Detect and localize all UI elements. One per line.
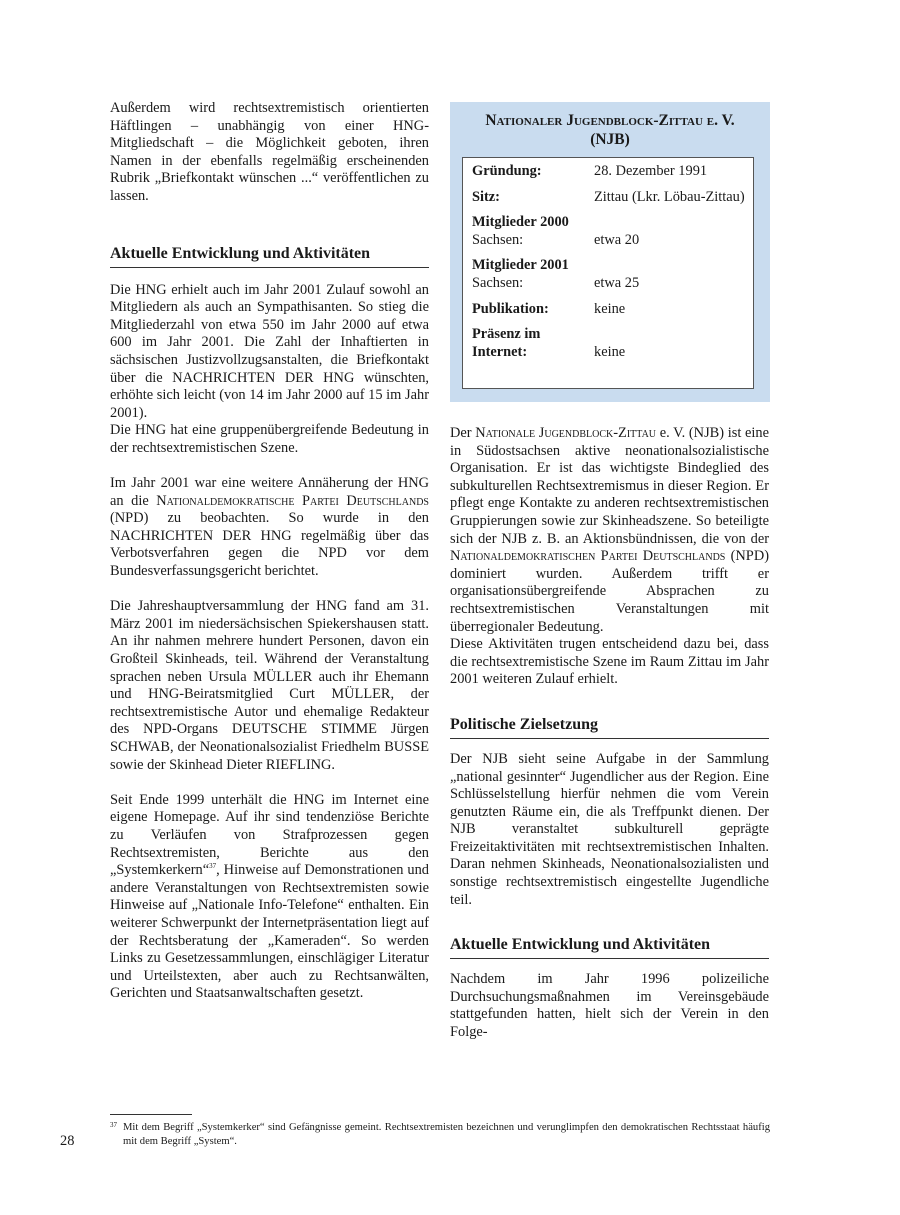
paragraph: Die HNG erhielt auch im Jahr 2001 Zulauf sowohl an Mitgliedern als auch an Sympathisanten. So stieg die Mitgliederzahl von etwa 550 im Jahr 2000 auf etwa 600 im Jahr 2001. Die Zahl der Inhaftierten in sächsischen Justizvollzugsanstalten, die Briefkontakt über die NACHRICHTEN DER HNG wünschten, erhöhte sich leicht (von 14 im Jahr 2000 auf 15 im Jahr 2001). [110,281,429,421]
party-name: Nationaldemokratische Partei Deutschlands [156,492,429,509]
organization-name: Nationale Jugendblock-Zittau [475,425,657,441]
paragraph: Die Jahreshauptversammlung der HNG fand am 31. März 2001 im niedersächsischen Spiekershausen statt. An ihr nahmen mehrere hundert Personen, davon ein Großteil Skinheads, teil. Während der Veranstaltung sprachen neben Ursula MÜLLER auch ihr Ehemann und HNG-Beiratsmitglied Curt MÜLLER, der rechtsextremistische Autor und ehemalige Redakteur des NPD-Organs DEUTSCHE STIMME Jürgen SCHWAB, der Neonationalsozialist Friedhelm BUSSE sowie der Skinhead Dieter RIEFLING. [110,598,429,773]
footnote-reference: 37 [209,862,217,871]
right-column [450,425,769,1042]
info-row-mitglieder-2001-heading: Mitglieder 2001 [472,257,569,274]
info-row-praesenz-heading: Präsenz im [472,326,541,343]
paragraph: Der Nationale Jugendblock-Zittau e. V. (NJB) ist eine in Südostsachsen aktive neonationalsozialistische Organisation. Er ist das wichtigste Bindeglied des subkulturellen Rechtsextremismus in dieser Region. Er pflegt enge Kontakte zu anderen rechtsextremistischen Gruppierungen sowie zur Skinheadszene. So beteiligte sich der NJB z. B. an Aktionsbündnissen, die von der Nationaldemokratischen Partei Deutschlands (NPD) dominiert wurden. Außerdem trifft er organisationsübergreifende Absprachen zu rechtsextremistischen Veranstaltungen mit überregionaler Bedeutung. [450,425,769,635]
info-row-mitglieder-2000: Sachsen: etwa 20 [472,231,640,248]
section-heading: Aktuelle Entwicklung und Aktivitäten [450,935,769,959]
info-box-title: Nationaler Jugendblock-Zittau e. V. (NJB) [485,112,735,148]
paragraph: Diese Aktivitäten trugen entscheidend dazu bei, dass die rechtsextremistische Szene im Raum Zittau im Jahr 2001 weiteren Zulauf erhielt. [450,636,769,688]
left-column [110,100,429,1003]
info-row-publikation: Publikation: keine [472,300,626,317]
info-row-praesenz: Internet: keine [472,343,626,360]
page-number: 28 [60,1133,75,1149]
paragraph: Nachdem im Jahr 1996 polizeiliche Durchsuchungsmaßnahmen im Vereinsgebäude stattgefunden hatten, hielt sich der Verein in den Folge- [450,971,769,1041]
footnote [110,1121,770,1149]
info-row-gruendung: Gründung: 28. Dezember 1991 [472,163,708,179]
paragraph: Seit Ende 1999 unterhält die HNG im Internet eine eigene Homepage. Auf ihr sind tendenziöse Berichte zu Verläufen von Strafprozessen gegen Rechtsextremisten, Berichte aus den „Systemkerkern“$^{37}$, Hinweise auf Demonstrationen und andere Veranstaltungen von Rechtsextremisten sowie Hinweise auf „Nationale Info-Telefone“ enthalten. Ein weiterer Schwerpunkt der Internetpräsentation liegt auf der Rechtsberatung der „Kameraden“. So werden Links zu Gesetzessammlungen, einschlägiger Literatur und Urteilstexten, aber auch zu Rechtsanwälten, Gerichten und Staatsanwaltschaften gesetzt. [110,791,429,1002]
info-box-table [462,157,754,389]
paragraph: Die HNG hat eine gruppenübergreifende Bedeutung in der rechtsextremistischen Szene. [110,422,429,456]
footnote-number: 37 [110,1121,117,1129]
paragraph: Außerdem wird rechtsextremistisch orientierten Häftlingen – unabhängig von einer HNG-Mitgliedschaft – die Möglichkeit geboten, ihren Namen in der ebenfalls regelmäßig erscheinenden Rubrik „Briefkontakt wünschen ...“ veröffentlichen zu lassen. [110,100,429,204]
paragraph: Im Jahr 2001 war eine weitere Annäherung der HNG an die Nationaldemokratische Partei Deutschlands (NPD) zu beobachten. So wurde in den NACHRICHTEN DER HNG regelmäßig über das Verbotsverfahren gegen die NPD vor dem Bundesverfassungsgericht berichtet. [110,475,429,580]
section-heading: Aktuelle Entwicklung und Aktivitäten [110,244,429,268]
footnote-text: Mit dem Begriff „Systemkerker“ sind Gefängnisse gemeint. Rechtsextremisten bezeichnen und verunglimpfen den demokratischen Rechtsstaat häufig mit dem Begriff „System“. [123,1122,770,1147]
paragraph: Der NJB sieht seine Aufgabe in der Sammlung „national gesinnter“ Jugendlicher aus der Region. Eine Schlüsselstellung hierfür nehmen die vom Verein genutzten Räume ein, die als Treffpunkt dienen. Der NJB veranstaltet subkulturell geprägte Freizeitaktivitäten mit rechtsextremistischen Inhalten. Daran nehmen Skinheads, Neonationalsozialisten und sonstige rechtsextremistisch eingestellte Jugendliche teil. [450,750,769,908]
section-heading: Politische Zielsetzung [450,715,769,739]
info-row-mitglieder-2001: Sachsen: etwa 25 [472,274,640,291]
party-name: Nationaldemokratischen Partei Deutschlands [450,548,726,565]
organization-info-box [450,102,770,402]
info-row-mitglieder-2000-heading: Mitglieder 2000 [472,214,569,231]
info-row-sitz: Sitz: Zittau (Lkr. Löbau-Zittau) [472,188,745,205]
footnote-divider [110,1114,192,1115]
